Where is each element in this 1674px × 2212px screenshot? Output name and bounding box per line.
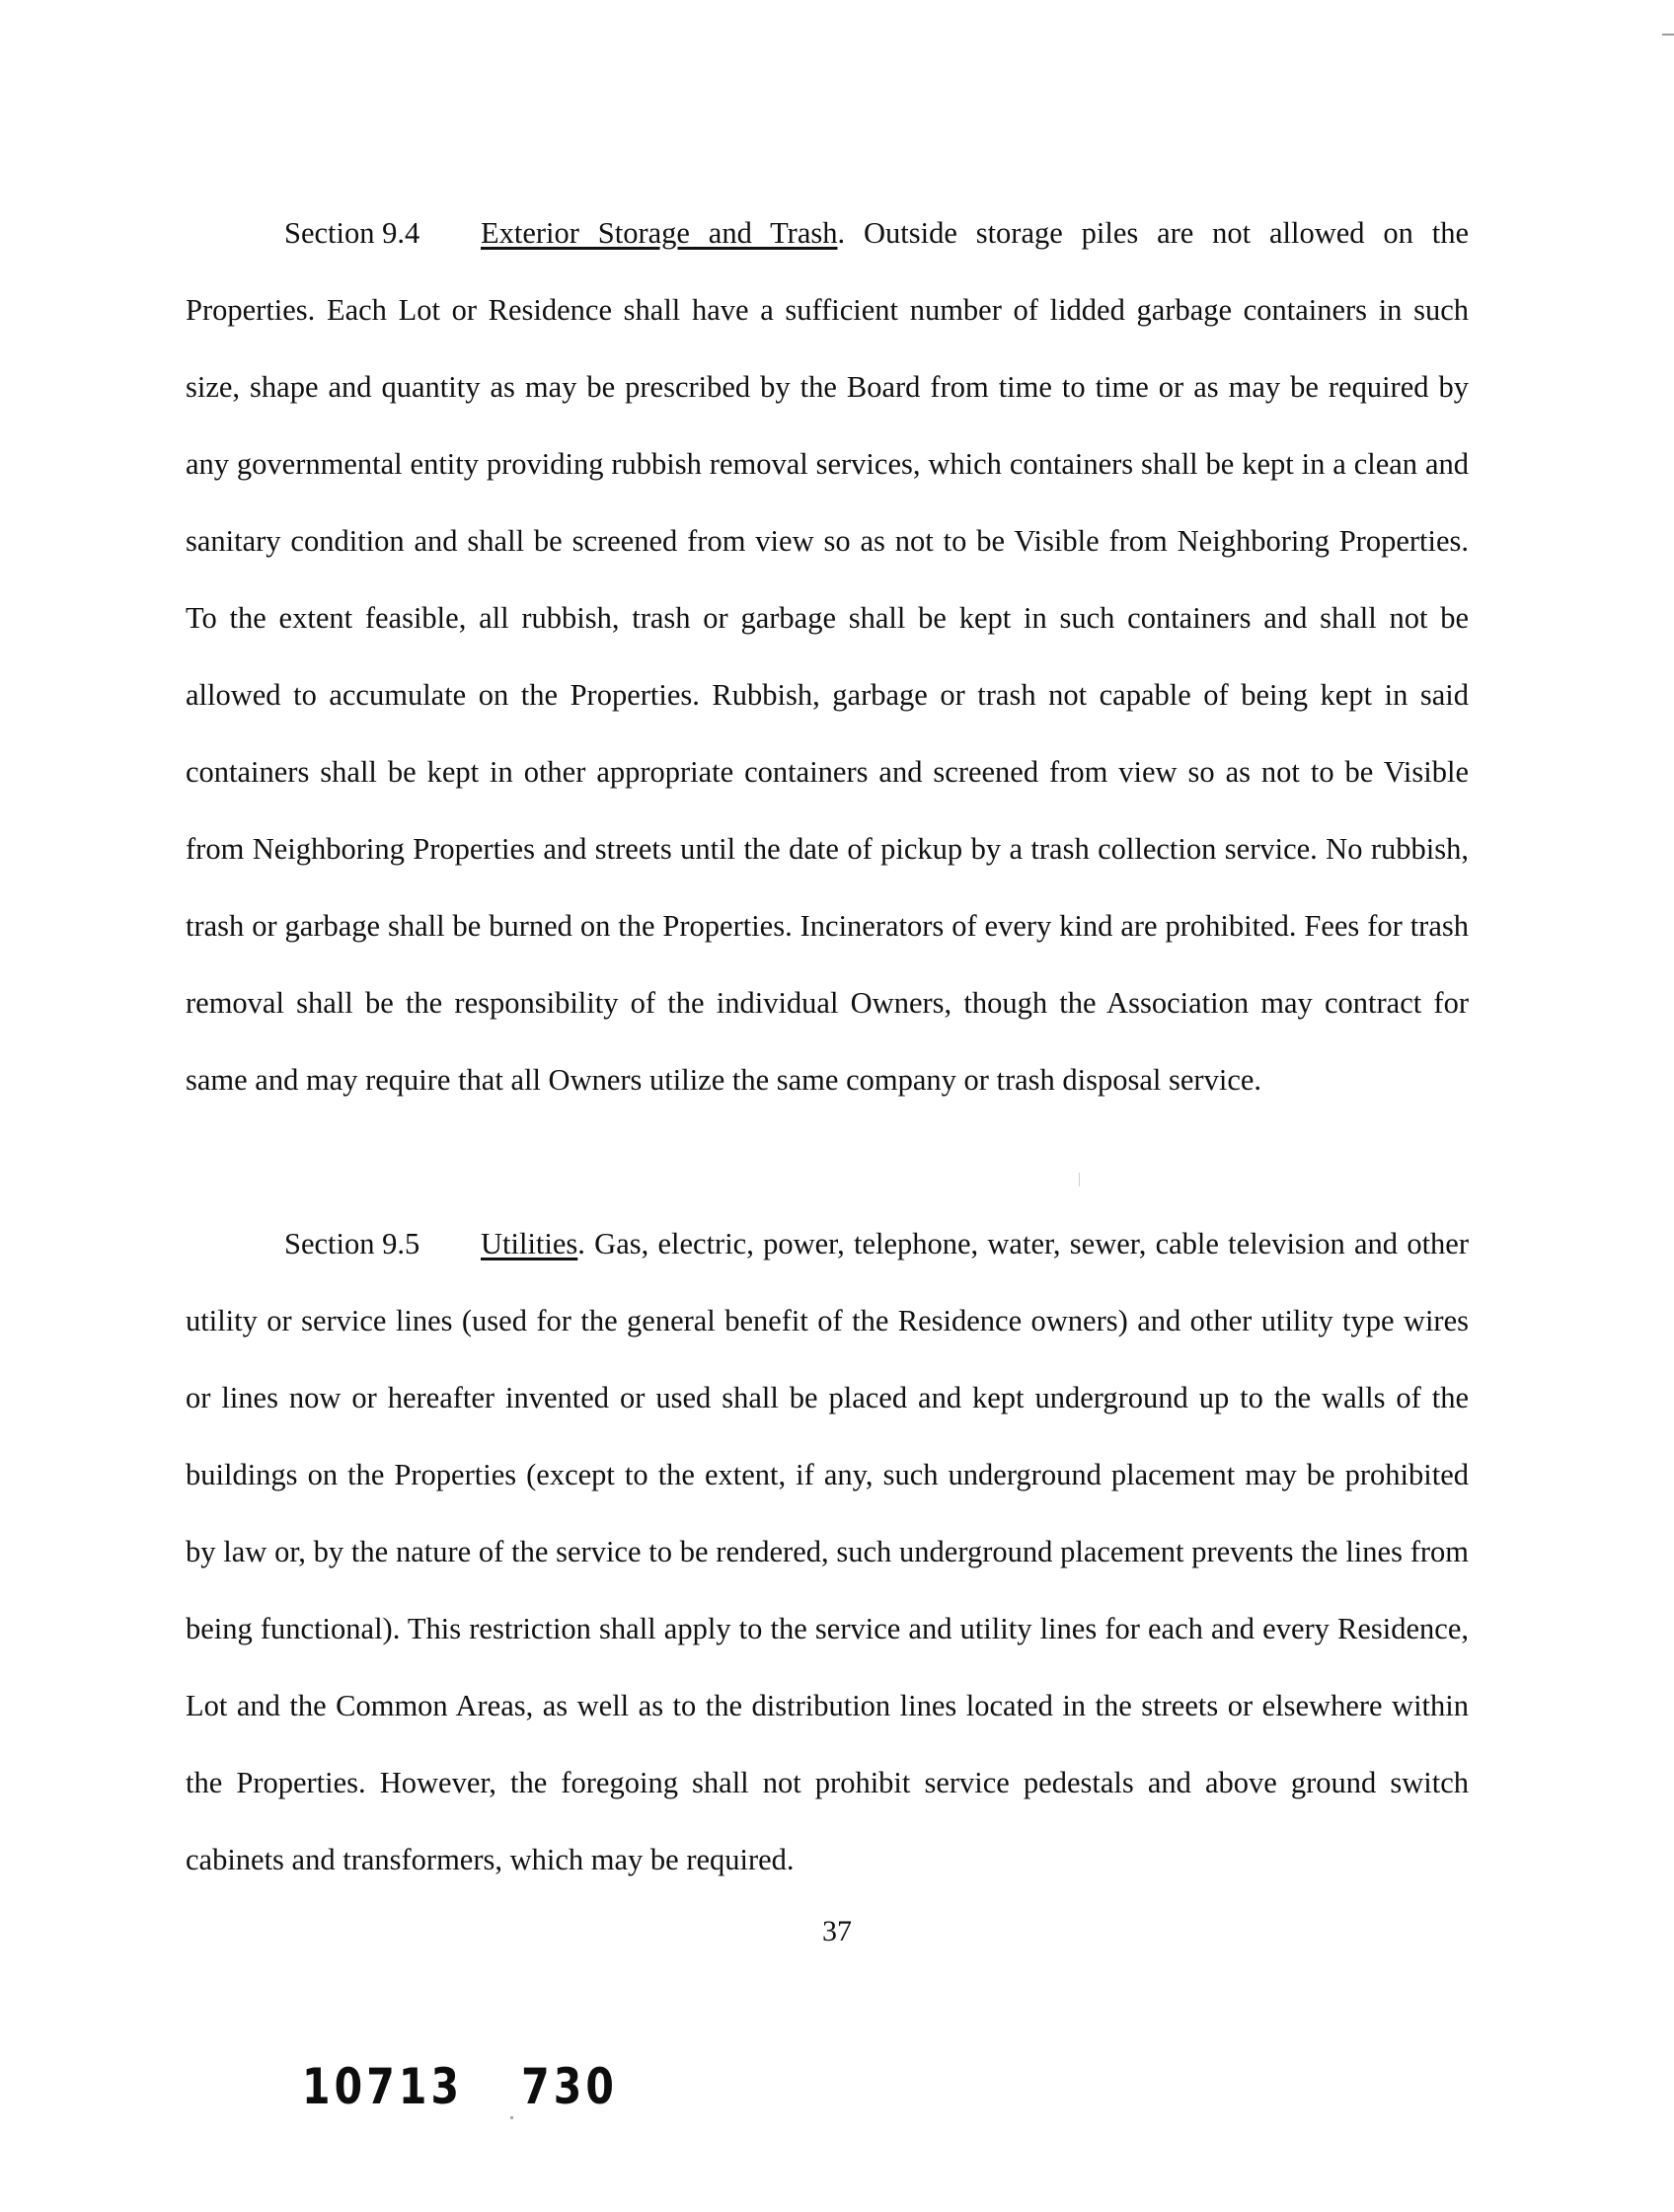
section-9-4	[186, 194, 1469, 1118]
section-heading: Exterior Storage and Trash	[481, 216, 838, 250]
page-number: 37	[822, 1915, 852, 1947]
section-body: . Gas, electric, power, telephone, water, sewer, cable television and other utility or service lines (used for the general benefit of the Residence owners) and other utility type wires or lines now or hereafter invented or used shall be placed and kept underground up to the walls of the buildings on the Properties (except to the extent, if any, such underground placement may be prohibited by law or, by the nature of the service to be rendered, such underground placement prevents the lines from being functional). This restriction shall apply to the service and utility lines for each and every Residence, Lot and the Common Areas, as well as to the distribution lines located in the streets or elsewhere within the Properties. However, the foregoing shall not prohibit service pedestals and above ground switch cabinets and transformers, which may be required.	[186, 1227, 1469, 1876]
scan-mark	[510, 2116, 513, 2119]
section-heading: Utilities	[481, 1227, 578, 1260]
stamp-page-number: 730	[521, 2058, 619, 2115]
scan-mark	[1662, 34, 1674, 36]
section-9-5	[186, 1205, 1469, 1898]
section-body: . Outside storage piles are not allowed on the Properties. Each Lot or Residence shall have a sufficient number of lidded garbage containers in such size, shape and quantity as may be prescribed by the Board from time to time or as may be required by any governmental entity providing rubbish removal services, which containers shall be kept in a clean and sanitary condition and shall be screened from view so as not to be Visible from Neighboring Properties. To the extent feasible, all rubbish, trash or garbage shall be kept in such containers and shall not be allowed to accumulate on the Properties. Rubbish, garbage or trash not capable of being kept in said containers shall be kept in other appropriate containers and screened from view so as not to be Visible from Neighboring Properties and streets until the date of pickup by a trash collection service. No rubbish, trash or garbage shall be burned on the Properties. Incinerators of every kind are prohibited. Fees for trash removal shall be the responsibility of the individual Owners, though the Association may contract for same and may require that all Owners utilize the same company or trash disposal service.	[186, 216, 1469, 1097]
section-number: Section 9.5	[284, 1227, 420, 1260]
section-number: Section 9.4	[284, 216, 420, 250]
stamp-book-number: 10713	[302, 2058, 464, 2115]
recording-stamp	[302, 2058, 618, 2115]
scan-mark	[1079, 1173, 1080, 1186]
